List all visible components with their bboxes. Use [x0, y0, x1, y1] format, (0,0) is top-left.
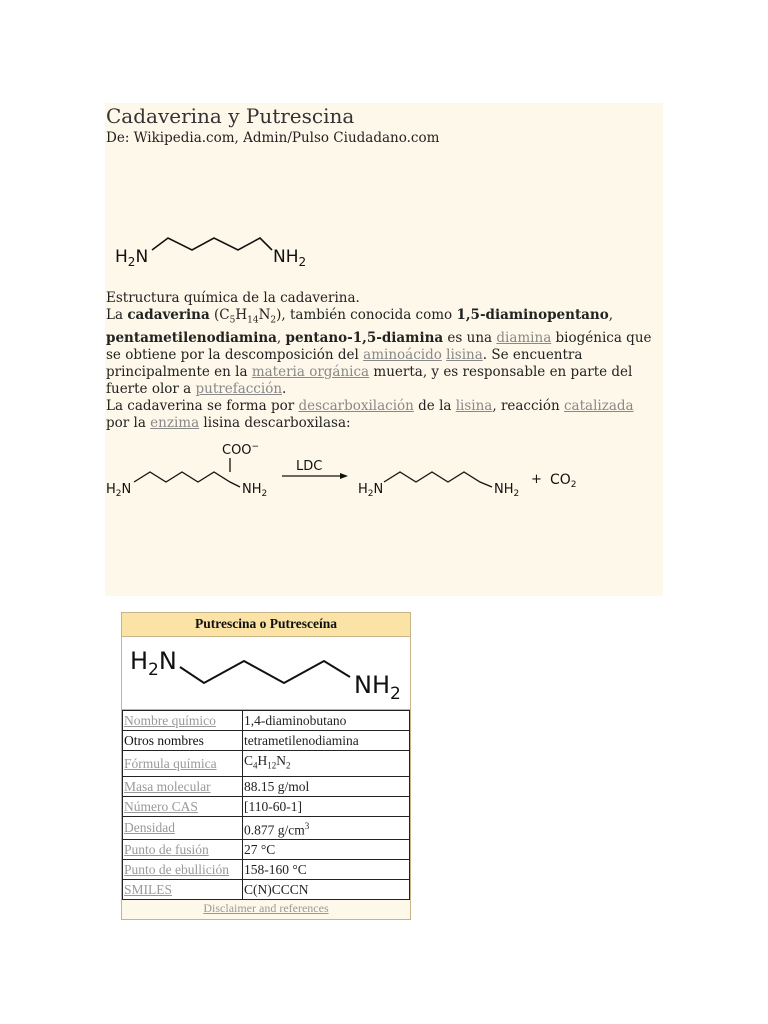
value-nombre-quimico: 1,4-diaminobutano — [243, 711, 410, 731]
infobox-title: Putrescina o Putresceína — [122, 613, 410, 637]
key-punto-fusion[interactable]: Punto de fusión — [123, 840, 243, 860]
table-row — [123, 816, 410, 840]
nh2-label: $NH_2$ — [273, 247, 307, 269]
carbon-chain — [152, 238, 272, 250]
properties-table — [122, 710, 410, 900]
value-densidad: 0.877 $g/cm^3$ — [243, 816, 410, 840]
lysine-h2n-label: $H_2N$ — [106, 482, 132, 499]
table-row — [123, 860, 410, 880]
cadaverine-nh2-label: $NH_2$ — [494, 482, 520, 499]
table-row — [123, 711, 410, 731]
table-row — [123, 776, 410, 796]
putrescine-nh2-label: $NH_2$ — [354, 671, 401, 704]
paragraph-2: La cadaverina se forma por descarboxilación de la lisina, reacción catalizada por la enzima lisina descarboxilasa: — [106, 397, 634, 431]
link-diamina[interactable]: diamina — [496, 329, 552, 346]
caption: Estructura química de la cadaverina. — [106, 290, 360, 306]
key-masa-molecular[interactable]: Masa molecular — [123, 776, 243, 796]
key-otros-nombres: Otros nombres — [123, 731, 243, 751]
link-lisina[interactable]: lisina — [446, 346, 483, 363]
key-formula-quimica[interactable]: Fórmula química — [123, 751, 243, 777]
table-row — [123, 751, 410, 777]
value-punto-ebullicion: 158-160 °C — [243, 860, 410, 880]
link-materia-organica[interactable]: materia orgánica — [251, 363, 370, 380]
source-line: De: Wikipedia.com, Admin/Pulso Ciudadano.com — [106, 130, 440, 146]
disclaimer-link[interactable]: Disclaimer and references — [203, 901, 329, 916]
table-row — [123, 880, 410, 900]
key-numero-cas[interactable]: Número CAS — [123, 796, 243, 816]
value-masa-molecular: 88.15 g/mol — [243, 776, 410, 796]
table-row — [123, 731, 410, 751]
arrow-head-icon — [340, 473, 348, 479]
link-putrefaccion[interactable]: putrefacción — [195, 380, 283, 397]
article-body — [106, 290, 661, 432]
link-descarboxilacion[interactable]: descarboxilación — [298, 397, 414, 414]
putrescine-structure — [122, 637, 410, 709]
link-aminoacido[interactable]: aminoácido — [363, 346, 442, 363]
putrescine-h2n-label: $H_2N$ — [130, 647, 177, 680]
link-catalizada[interactable]: catalizada — [564, 397, 634, 414]
key-punto-ebullicion[interactable]: Punto de ebullición — [123, 860, 243, 880]
key-nombre-quimico[interactable]: Nombre químico — [123, 711, 243, 731]
plus-sign: + — [531, 472, 542, 487]
cadaverine-h2n-label: $H_2N$ — [358, 482, 384, 499]
link-lisina-2[interactable]: lisina — [455, 397, 493, 414]
h2n-label: $H_2N$ — [115, 247, 149, 269]
page-title: Cadaverina y Putrescina — [106, 104, 355, 128]
putrescine-structure-image — [122, 637, 410, 710]
cadaverine-structure — [110, 230, 310, 270]
coo-label: COO− — [222, 442, 260, 458]
value-punto-fusion: 27 °C — [243, 840, 410, 860]
cadaverine-chain — [384, 472, 492, 487]
link-enzima[interactable]: enzima — [150, 414, 200, 431]
paragraph-1: La cadaverina $(C_5H_{14}N_2)$, también conocida como 1,5-diaminopentano, pentametilenodiamina, pentano-1,5-diamina es una diamina biogénica que se obtiene por la descomposición del aminoácido lisina. Se encuentra principalmente en la materia orgánica muerta, y es responsable en parte del fuerte olor a putrefacción. — [106, 307, 652, 397]
co2-label: $CO_2$ — [550, 472, 577, 490]
key-densidad[interactable]: Densidad — [123, 816, 243, 840]
value-otros-nombres: tetrametilenodiamina — [243, 731, 410, 751]
putrescine-chain — [180, 661, 350, 683]
value-numero-cas: [110-60-1] — [243, 796, 410, 816]
value-formula-quimica: $C_4H_{12}N_2$ — [243, 751, 410, 777]
value-smiles: C(N)CCCN — [243, 880, 410, 900]
enzyme-label: LDC — [296, 459, 323, 474]
lysine-chain — [134, 472, 240, 487]
table-row — [123, 840, 410, 860]
table-row — [123, 796, 410, 816]
reaction-diagram — [104, 438, 604, 508]
lysine-nh2-label: $NH_2$ — [242, 482, 268, 499]
key-smiles[interactable]: SMILES — [123, 880, 243, 900]
putrescine-infobox — [121, 612, 411, 920]
